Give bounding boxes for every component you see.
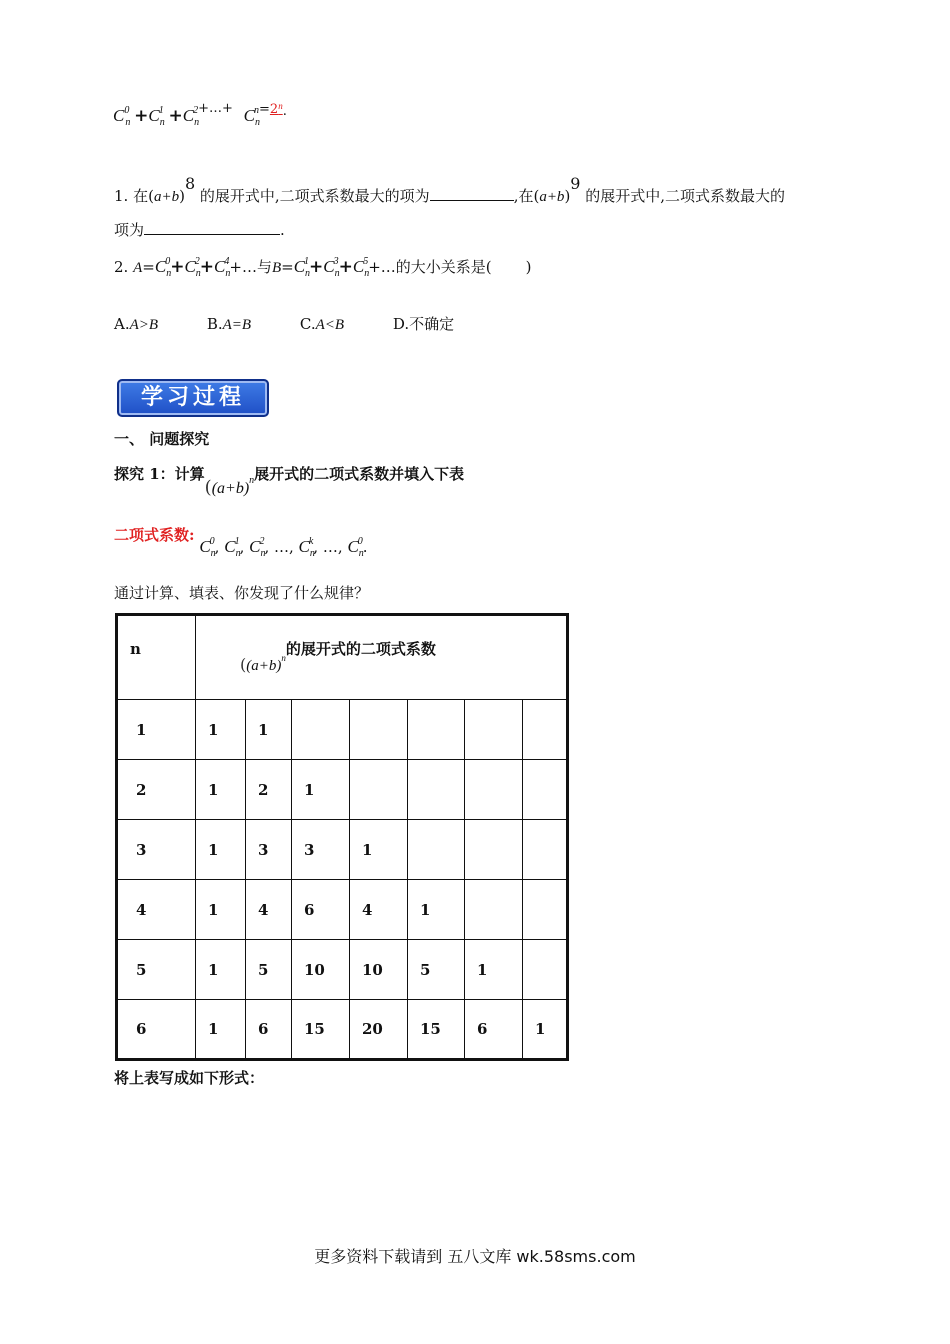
binom-c-n: C [243,106,256,125]
coefficient-list: $C_n^0$, $C_n^1$, $C_n^2$, …, $C_n^k$, …, $C_n^0$. [199,536,368,559]
coefficient-cell [408,760,465,820]
binom-c-2: C [182,106,195,125]
table-row [117,820,568,880]
row-n-cell: 1 [117,700,196,760]
answer-blank-1[interactable] [430,186,514,201]
coefficient-cell [408,700,465,760]
coefficient-cell: 1 [196,880,246,940]
coefficient-cell: 6 [246,1000,292,1060]
coefficient-cell [465,880,523,940]
coefficient-cell [408,820,465,880]
table-header-row [117,615,568,700]
coefficient-cell: 1 [246,700,292,760]
explore-1-line: 探究 1：计算($(a+b)^n$展开式的二项式系数并填入下表 [114,465,465,498]
coefficient-cell: 1 [523,1000,568,1060]
coefficient-cell [523,820,568,880]
coefficient-cell: 5 [246,940,292,1000]
footer-text: 更多资料下载请到 五八文库 wk.58sms.com [314,1247,636,1266]
coefficient-cell [523,940,568,1000]
coefficient-cell [465,760,523,820]
coefficient-cell [350,700,408,760]
coefficient-cell: 6 [292,880,350,940]
coefficient-cell: 6 [465,1000,523,1060]
coefficient-cell: 3 [292,820,350,880]
coefficient-cell: 1 [196,940,246,1000]
coefficient-cell: 10 [292,940,350,1000]
coefficient-cell [523,880,568,940]
identity-line: $C_n^0 +C_n^1$ $+C_n^2+\dots+ C_n^n=2^n$. [113,101,287,128]
binom-c: C [154,257,167,276]
question-2-options [114,313,454,334]
coefficient-cell: 4 [350,880,408,940]
option-d[interactable]: D.不确定 [392,315,455,333]
option-a[interactable]: A.A>B [114,315,159,333]
coefficient-cell [523,760,568,820]
coefficient-cell: 3 [246,820,292,880]
identity-result: 2$^n$ [269,101,283,117]
binom-c-1: C [148,106,160,125]
option-c[interactable]: C.A<B [299,315,345,333]
coefficient-cell: 1 [465,940,523,1000]
option-b[interactable]: B.A=B [206,315,252,333]
question-1-line-1: 1. 在(a+b)8 的展开式中,二项式系数最大的项为 ,在(a+b)9 的展开式中,二项式系数最大的 [114,174,786,205]
coefficient-line: 二项式系数: $C_n^0$, $C_n^1$, $C_n^2$, …, $C_n^k$, …, $C_n^0$. [114,526,368,559]
row-n-cell: 2 [117,760,196,820]
coefficient-cell: 20 [350,1000,408,1060]
coefficient-cell [350,760,408,820]
row-n-cell: 6 [117,1000,196,1060]
section-badge: 学习过程 [117,379,269,417]
question-2-line: 2. $A=C_n^0+C_n^2+C_n^4+\dots$与$B=C_n^1+C_n^3+C_n^5+\dots$的大小关系是( ) [114,256,532,279]
coefficient-cell [465,820,523,880]
coefficient-cell: 1 [350,820,408,880]
answer-blank-2[interactable] [144,220,280,235]
coefficient-cell: 4 [246,880,292,940]
row-n-cell: 5 [117,940,196,1000]
after-table-text: 将上表写成如下形式： [114,1069,265,1087]
coefficient-cell [292,700,350,760]
coefficient-cell: 5 [408,940,465,1000]
explore-expression: ($(a+b)^n$ [204,475,255,498]
coefficient-cell: 1 [196,1000,246,1060]
coefficient-cell [465,700,523,760]
coefficient-cell: 10 [350,940,408,1000]
row-n-cell: 4 [117,880,196,940]
coefficient-cell: 1 [292,760,350,820]
table-row [117,880,568,940]
coefficient-cell: 2 [246,760,292,820]
question-1-line-2: 项为 . [114,221,285,239]
coefficient-cell: 1 [196,820,246,880]
binom-c-0: C [113,106,125,125]
coefficient-cell: 1 [196,700,246,760]
binomial-coefficient-table [115,613,569,1061]
header-cell-coefficients: ($(a+b)^n$的展开式的二项式系数 [196,615,568,700]
question-text: 通过计算、填表、你发现了什么规律？ [114,584,370,602]
row-n-cell: 3 [117,820,196,880]
header-cell-n: n [117,615,196,700]
coefficient-cell: 1 [408,880,465,940]
coefficient-cell [523,700,568,760]
coefficient-cell: 15 [292,1000,350,1060]
coefficient-cell: 15 [408,1000,465,1060]
table-row [117,940,568,1000]
table-row [117,700,568,760]
section-heading: 一、 问题探究 [114,430,210,448]
table-row [117,1000,568,1060]
coefficient-cell: 1 [196,760,246,820]
table-row [117,760,568,820]
